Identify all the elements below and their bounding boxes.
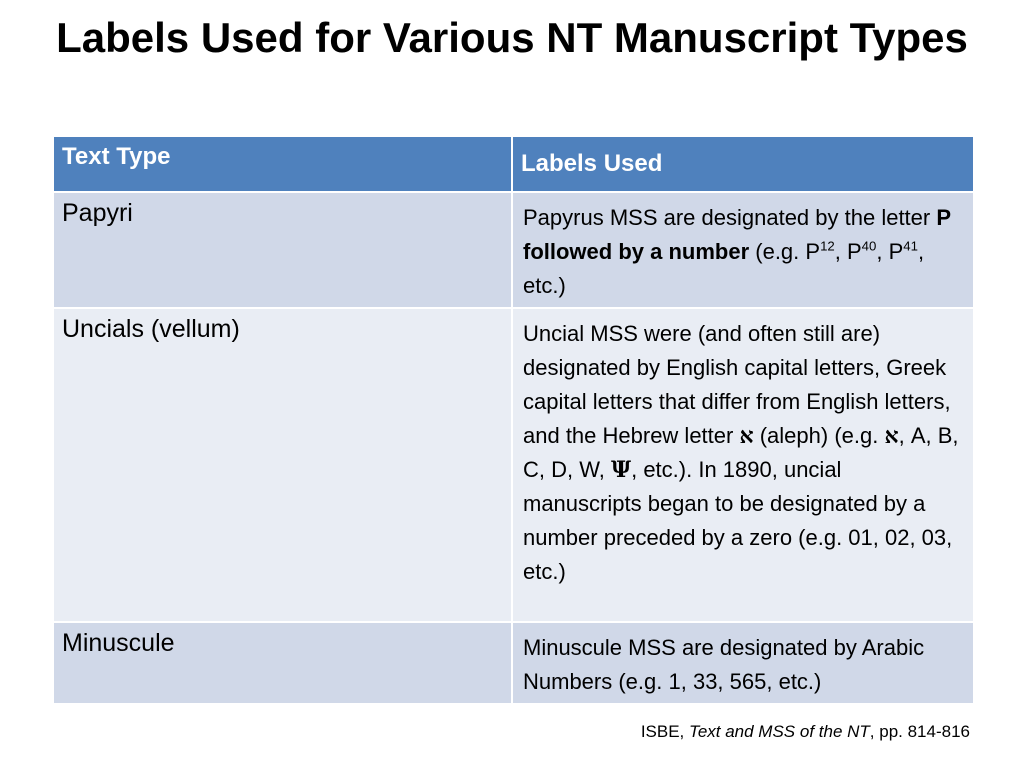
cell-type-uncials: Uncials (vellum) bbox=[53, 308, 512, 622]
papyri-example-1: $P^{12}$ bbox=[805, 238, 835, 264]
aleph-glyph-example: א bbox=[884, 423, 899, 449]
source-citation: ISBE, Text and MSS of the NT, pp. 814-816 bbox=[640, 722, 970, 741]
papyri-tail-text: etc.) bbox=[523, 273, 566, 298]
cell-type-minuscule: Minuscule bbox=[53, 622, 512, 704]
table-header-row bbox=[53, 136, 974, 192]
manuscript-labels-table bbox=[52, 135, 975, 705]
table-row-uncials bbox=[53, 308, 974, 622]
papyri-example-3: $P^{41}$ bbox=[888, 238, 918, 264]
uncial-text-3: , A, B, C, D, W, bbox=[523, 423, 959, 482]
psi-glyph: Ψ bbox=[611, 457, 632, 483]
uncial-text-4: , etc.). In 1890, uncial manuscripts began to be designated by a number preceded by a zero (e.g. 01, 02, 03, etc.) bbox=[523, 457, 953, 584]
papyri-intro-text: Papyrus MSS are designated by the letter bbox=[523, 205, 937, 230]
header-text-type: Text Type bbox=[53, 136, 512, 192]
aleph-glyph: א bbox=[739, 423, 754, 449]
papyri-bold-text: P followed by a number bbox=[523, 205, 951, 264]
papyri-after-bold: (e.g. bbox=[749, 239, 806, 264]
cell-label-minuscule: Minuscule MSS are designated by Arabic Numbers (e.g. 1, 33, 565, etc.) bbox=[512, 622, 974, 704]
slide-title: Labels Used for Various NT Manuscript Types bbox=[56, 14, 968, 61]
header-labels-used: Labels Used bbox=[512, 136, 974, 192]
citation-title: Text and MSS of the NT bbox=[689, 722, 870, 741]
cell-type-papyri: Papyri bbox=[53, 192, 512, 308]
cell-label-uncials bbox=[512, 308, 974, 622]
uncial-text-2: (aleph) (e.g. bbox=[753, 423, 885, 448]
uncial-text-1: Uncial MSS were (and often still are) designated by English capital letters, Greek capital letters that differ from English letters, and the Hebrew letter bbox=[523, 321, 951, 448]
table-row-minuscule bbox=[53, 622, 974, 704]
cell-label-papyri: Papyrus MSS are designated by the letter P followed by a number (e.g. $P^{12}$, $P^{40}$, $P^{41}$, etc.) bbox=[512, 192, 974, 308]
papyri-example-2: $P^{40}$ bbox=[846, 238, 877, 264]
table-row-papyri bbox=[53, 192, 974, 308]
